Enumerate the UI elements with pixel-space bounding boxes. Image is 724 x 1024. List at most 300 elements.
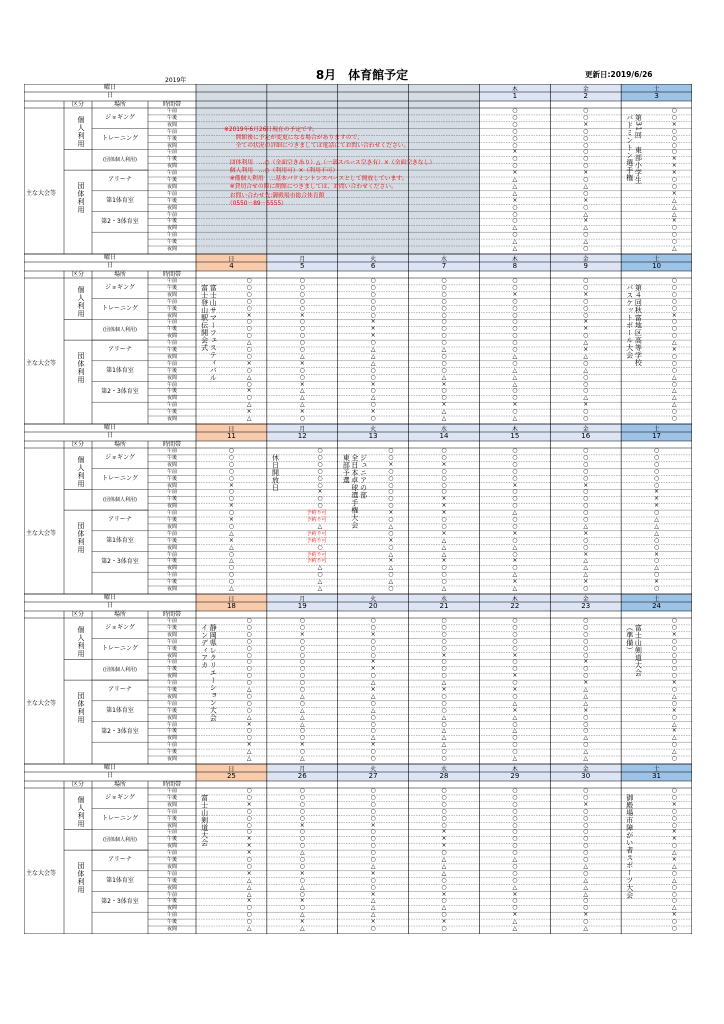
availability-cell[interactable]: ○ bbox=[441, 447, 447, 454]
availability-cell[interactable]: △ bbox=[299, 706, 305, 714]
availability-cell[interactable]: ○ bbox=[583, 155, 589, 163]
availability-cell[interactable]: × bbox=[388, 557, 394, 565]
availability-cell[interactable]: △ bbox=[671, 394, 677, 402]
availability-cell[interactable]: ○ bbox=[583, 373, 589, 381]
availability-cell[interactable]: △ bbox=[583, 862, 589, 870]
availability-cell[interactable]: ○ bbox=[370, 856, 376, 863]
availability-cell[interactable]: ○ bbox=[512, 842, 518, 850]
availability-cell[interactable]: △ bbox=[441, 741, 447, 749]
availability-cell[interactable]: ○ bbox=[512, 617, 518, 624]
availability-cell[interactable]: ○ bbox=[299, 283, 305, 291]
availability-cell[interactable]: ○ bbox=[370, 787, 376, 794]
availability-cell[interactable]: ○ bbox=[299, 665, 305, 673]
availability-cell[interactable]: × bbox=[512, 578, 518, 586]
availability-cell[interactable]: ○ bbox=[441, 807, 447, 815]
availability-cell[interactable]: ○ bbox=[512, 162, 518, 170]
availability-cell[interactable]: ○ bbox=[246, 290, 252, 298]
availability-cell[interactable]: ○ bbox=[299, 415, 305, 422]
availability-cell[interactable]: ○ bbox=[671, 713, 677, 721]
availability-cell[interactable]: ○ bbox=[583, 509, 589, 517]
availability-cell[interactable]: ○ bbox=[653, 447, 660, 454]
availability-cell[interactable]: ○ bbox=[671, 238, 677, 246]
availability-cell[interactable]: △ bbox=[583, 366, 589, 374]
availability-cell[interactable]: ○ bbox=[512, 387, 518, 395]
availability-cell[interactable]: × bbox=[583, 346, 589, 353]
availability-cell[interactable]: ○ bbox=[441, 387, 447, 395]
availability-cell[interactable]: △ bbox=[583, 692, 589, 700]
availability-cell[interactable]: ○ bbox=[246, 394, 252, 402]
availability-cell[interactable]: ○ bbox=[441, 297, 447, 305]
availability-cell[interactable]: △ bbox=[246, 415, 252, 422]
availability-cell[interactable]: × bbox=[299, 359, 305, 367]
availability-cell[interactable]: ○ bbox=[671, 686, 677, 693]
availability-cell[interactable]: △ bbox=[246, 713, 252, 721]
availability-cell[interactable]: ○ bbox=[370, 755, 376, 762]
availability-cell[interactable]: ○ bbox=[441, 290, 447, 298]
availability-cell[interactable]: ○ bbox=[583, 828, 589, 836]
availability-cell[interactable]: △ bbox=[671, 692, 677, 700]
availability-cell[interactable]: ○ bbox=[583, 176, 589, 183]
availability-cell[interactable]: ○ bbox=[512, 231, 518, 239]
availability-cell[interactable]: ○ bbox=[512, 869, 518, 877]
availability-cell[interactable]: ○ bbox=[671, 408, 677, 416]
availability-cell[interactable]: ○ bbox=[441, 481, 447, 489]
availability-cell[interactable]: ○ bbox=[441, 644, 447, 652]
availability-cell[interactable]: ○ bbox=[583, 842, 589, 850]
availability-cell[interactable]: × bbox=[370, 665, 376, 673]
availability-cell[interactable]: ○ bbox=[246, 332, 252, 340]
availability-cell[interactable]: ○ bbox=[370, 807, 376, 815]
availability-cell[interactable]: △ bbox=[388, 522, 394, 530]
availability-cell[interactable]: ○ bbox=[583, 107, 589, 114]
availability-cell[interactable]: ○ bbox=[512, 277, 518, 284]
availability-cell[interactable]: ○ bbox=[512, 394, 518, 402]
availability-cell[interactable]: ○ bbox=[441, 318, 447, 326]
availability-cell[interactable]: △ bbox=[583, 571, 589, 579]
availability-cell[interactable]: ○ bbox=[671, 182, 677, 190]
availability-cell[interactable]: △ bbox=[512, 182, 518, 190]
availability-cell[interactable]: △ bbox=[671, 373, 677, 381]
availability-cell[interactable]: △ bbox=[229, 585, 234, 592]
availability-cell[interactable]: ○ bbox=[512, 692, 518, 700]
availability-cell[interactable]: ○ bbox=[671, 107, 677, 114]
availability-cell[interactable]: △ bbox=[229, 529, 234, 537]
availability-cell[interactable]: × bbox=[671, 155, 677, 163]
availability-cell[interactable]: △ bbox=[246, 755, 252, 762]
availability-cell[interactable]: ○ bbox=[583, 453, 589, 461]
availability-cell[interactable]: × bbox=[228, 502, 234, 510]
availability-cell[interactable]: ○ bbox=[299, 679, 305, 687]
availability-cell[interactable]: ○ bbox=[441, 617, 447, 624]
availability-cell[interactable]: △ bbox=[671, 862, 677, 870]
availability-cell[interactable]: ○ bbox=[441, 699, 447, 707]
availability-cell[interactable]: ○ bbox=[370, 277, 376, 284]
availability-cell[interactable]: × bbox=[228, 536, 234, 544]
availability-cell[interactable]: ○ bbox=[512, 821, 518, 829]
availability-cell[interactable]: △ bbox=[671, 245, 677, 252]
availability-cell[interactable]: × bbox=[583, 550, 589, 558]
availability-cell[interactable]: ○ bbox=[370, 644, 376, 652]
availability-cell[interactable]: △ bbox=[583, 224, 589, 232]
availability-cell[interactable]: ○ bbox=[299, 617, 305, 624]
availability-cell[interactable]: ○ bbox=[246, 283, 252, 291]
availability-cell[interactable]: ○ bbox=[583, 502, 589, 510]
availability-cell[interactable]: ○ bbox=[370, 623, 376, 631]
availability-cell[interactable]: × bbox=[388, 509, 394, 517]
availability-cell[interactable]: △ bbox=[370, 394, 376, 402]
availability-cell[interactable]: × bbox=[441, 502, 447, 510]
availability-cell[interactable]: × bbox=[441, 529, 447, 537]
availability-cell[interactable]: △ bbox=[671, 196, 677, 204]
availability-cell[interactable]: ○ bbox=[441, 706, 447, 714]
availability-cell[interactable]: ○ bbox=[512, 283, 518, 291]
availability-cell[interactable]: ○ bbox=[583, 849, 589, 857]
availability-cell[interactable]: ○ bbox=[441, 720, 447, 728]
availability-cell[interactable]: ○ bbox=[441, 474, 447, 482]
availability-cell[interactable]: × bbox=[512, 557, 518, 565]
availability-cell[interactable]: △ bbox=[512, 415, 518, 422]
availability-cell[interactable]: △ bbox=[671, 387, 677, 395]
availability-cell[interactable]: ○ bbox=[512, 127, 518, 135]
availability-cell[interactable]: × bbox=[246, 897, 252, 905]
availability-cell[interactable]: ○ bbox=[512, 474, 518, 482]
availability-cell[interactable]: ○ bbox=[671, 617, 677, 624]
availability-cell[interactable]: ○ bbox=[441, 304, 447, 312]
availability-cell[interactable]: ○ bbox=[441, 339, 447, 347]
availability-cell[interactable]: ○ bbox=[246, 918, 252, 926]
availability-cell[interactable]: ○ bbox=[583, 713, 589, 721]
availability-cell[interactable]: ○ bbox=[653, 453, 660, 461]
availability-cell[interactable]: ○ bbox=[246, 277, 252, 284]
availability-cell[interactable]: ○ bbox=[299, 366, 305, 374]
availability-cell[interactable]: ○ bbox=[299, 651, 305, 659]
availability-cell[interactable]: × bbox=[370, 380, 376, 388]
availability-cell[interactable]: ○ bbox=[246, 787, 252, 794]
availability-cell[interactable]: ○ bbox=[246, 727, 252, 735]
availability-cell[interactable]: × bbox=[388, 536, 394, 544]
availability-cell[interactable]: ○ bbox=[512, 113, 518, 121]
availability-cell[interactable]: ○ bbox=[512, 564, 518, 572]
availability-cell[interactable]: ○ bbox=[653, 460, 660, 468]
availability-cell[interactable]: × bbox=[654, 578, 660, 586]
availability-cell[interactable]: × bbox=[671, 346, 677, 353]
availability-cell[interactable]: × bbox=[654, 502, 660, 510]
availability-cell[interactable]: ○ bbox=[246, 623, 252, 631]
availability-cell[interactable]: ○ bbox=[370, 748, 376, 756]
availability-cell[interactable]: ○ bbox=[299, 339, 305, 347]
availability-cell[interactable]: ○ bbox=[370, 373, 376, 381]
availability-cell[interactable]: △ bbox=[512, 380, 518, 388]
availability-cell[interactable]: △ bbox=[246, 373, 252, 381]
availability-cell[interactable]: × bbox=[388, 460, 394, 468]
availability-cell[interactable]: △ bbox=[246, 339, 252, 347]
availability-cell[interactable]: ○ bbox=[583, 148, 589, 156]
availability-cell[interactable]: ○ bbox=[441, 516, 447, 523]
availability-cell[interactable]: ○ bbox=[246, 651, 252, 659]
availability-cell[interactable]: 予約不可 bbox=[306, 551, 327, 558]
availability-cell[interactable]: ○ bbox=[441, 564, 447, 572]
availability-cell[interactable]: △ bbox=[441, 415, 447, 422]
availability-cell[interactable]: ○ bbox=[512, 141, 518, 149]
availability-cell[interactable]: ○ bbox=[441, 748, 447, 756]
availability-cell[interactable]: △ bbox=[441, 904, 447, 912]
availability-cell[interactable]: ○ bbox=[388, 467, 394, 475]
availability-cell[interactable]: ○ bbox=[246, 380, 252, 388]
availability-cell[interactable]: △ bbox=[441, 536, 447, 544]
availability-cell[interactable]: △ bbox=[671, 849, 677, 857]
availability-cell[interactable]: △ bbox=[512, 176, 518, 183]
availability-cell[interactable]: ○ bbox=[299, 373, 305, 381]
availability-cell[interactable]: △ bbox=[512, 509, 518, 517]
availability-cell[interactable]: △ bbox=[512, 856, 518, 863]
availability-cell[interactable]: × bbox=[512, 890, 518, 898]
availability-cell[interactable]: △ bbox=[512, 543, 518, 551]
availability-cell[interactable]: × bbox=[370, 318, 376, 326]
availability-cell[interactable]: ○ bbox=[246, 679, 252, 687]
availability-cell[interactable]: △ bbox=[441, 679, 447, 687]
availability-cell[interactable]: ○ bbox=[246, 706, 252, 714]
availability-cell[interactable]: ○ bbox=[583, 332, 589, 340]
availability-cell[interactable]: ○ bbox=[653, 509, 660, 517]
availability-cell[interactable]: × bbox=[370, 890, 376, 898]
availability-cell[interactable]: ○ bbox=[370, 339, 376, 347]
availability-cell[interactable]: ○ bbox=[583, 162, 589, 170]
availability-cell[interactable]: ○ bbox=[441, 814, 447, 822]
availability-cell[interactable]: ○ bbox=[246, 828, 252, 836]
availability-cell[interactable]: ○ bbox=[671, 755, 677, 762]
availability-cell[interactable]: ○ bbox=[388, 474, 394, 482]
availability-cell[interactable]: ○ bbox=[671, 290, 677, 298]
availability-cell[interactable]: ○ bbox=[317, 467, 323, 475]
availability-cell[interactable]: ○ bbox=[671, 665, 677, 673]
availability-cell[interactable]: ○ bbox=[441, 522, 447, 530]
availability-cell[interactable]: ○ bbox=[671, 869, 677, 877]
availability-cell[interactable]: ○ bbox=[671, 318, 677, 326]
availability-cell[interactable]: △ bbox=[246, 401, 252, 409]
availability-cell[interactable]: × bbox=[671, 120, 677, 128]
availability-cell[interactable]: × bbox=[654, 488, 660, 496]
availability-cell[interactable]: ○ bbox=[317, 502, 323, 510]
availability-cell[interactable]: ○ bbox=[671, 141, 677, 149]
availability-cell[interactable]: △ bbox=[583, 339, 589, 347]
availability-cell[interactable]: ○ bbox=[370, 925, 376, 932]
availability-cell[interactable]: ○ bbox=[228, 522, 235, 530]
availability-cell[interactable]: ○ bbox=[653, 543, 660, 551]
availability-cell[interactable]: ○ bbox=[441, 672, 447, 680]
availability-cell[interactable]: × bbox=[370, 325, 376, 333]
availability-cell[interactable]: △ bbox=[671, 734, 677, 742]
availability-cell[interactable]: ○ bbox=[246, 672, 252, 680]
availability-cell[interactable]: ○ bbox=[246, 366, 252, 374]
availability-cell[interactable]: ○ bbox=[512, 862, 518, 870]
availability-cell[interactable]: ○ bbox=[299, 787, 305, 794]
availability-cell[interactable]: ○ bbox=[671, 890, 677, 898]
availability-cell[interactable]: × bbox=[512, 290, 518, 298]
availability-cell[interactable]: × bbox=[441, 380, 447, 388]
availability-cell[interactable]: △ bbox=[654, 564, 659, 572]
availability-cell[interactable]: ○ bbox=[441, 665, 447, 673]
availability-cell[interactable]: △ bbox=[370, 911, 376, 919]
availability-cell[interactable]: △ bbox=[388, 564, 394, 572]
availability-cell[interactable]: ○ bbox=[512, 748, 518, 756]
availability-cell[interactable]: × bbox=[299, 311, 305, 319]
availability-cell[interactable]: ○ bbox=[370, 713, 376, 721]
availability-cell[interactable]: △ bbox=[512, 755, 518, 762]
availability-cell[interactable]: × bbox=[299, 897, 305, 905]
availability-cell[interactable]: × bbox=[246, 849, 252, 857]
availability-cell[interactable]: △ bbox=[583, 210, 589, 218]
availability-cell[interactable]: ○ bbox=[246, 665, 252, 673]
availability-cell[interactable]: △ bbox=[441, 713, 447, 721]
availability-cell[interactable]: △ bbox=[671, 203, 677, 211]
availability-cell[interactable]: ○ bbox=[671, 821, 677, 829]
availability-cell[interactable]: △ bbox=[370, 346, 376, 353]
availability-cell[interactable]: ○ bbox=[512, 800, 518, 808]
availability-cell[interactable]: ○ bbox=[317, 474, 323, 482]
availability-cell[interactable]: ○ bbox=[299, 835, 305, 843]
availability-cell[interactable]: △ bbox=[246, 876, 252, 884]
availability-cell[interactable]: ○ bbox=[512, 807, 518, 815]
availability-cell[interactable]: ○ bbox=[370, 672, 376, 680]
availability-cell[interactable]: △ bbox=[512, 352, 518, 360]
availability-cell[interactable]: ○ bbox=[512, 741, 518, 749]
availability-cell[interactable]: × bbox=[317, 488, 323, 496]
availability-cell[interactable]: ○ bbox=[512, 134, 518, 142]
availability-cell[interactable]: ○ bbox=[299, 856, 305, 863]
availability-cell[interactable]: × bbox=[583, 318, 589, 326]
availability-cell[interactable]: △ bbox=[299, 401, 305, 409]
availability-cell[interactable]: × bbox=[246, 835, 252, 843]
availability-cell[interactable]: △ bbox=[671, 876, 677, 884]
availability-cell[interactable]: △ bbox=[441, 408, 447, 416]
availability-cell[interactable]: ○ bbox=[370, 699, 376, 707]
availability-cell[interactable]: ○ bbox=[653, 474, 660, 482]
availability-cell[interactable]: ○ bbox=[671, 637, 677, 645]
availability-cell[interactable]: △ bbox=[583, 748, 589, 756]
availability-cell[interactable]: ○ bbox=[671, 925, 677, 932]
availability-cell[interactable]: × bbox=[671, 856, 677, 863]
availability-cell[interactable]: △ bbox=[671, 339, 677, 347]
availability-cell[interactable]: ○ bbox=[441, 883, 447, 891]
availability-cell[interactable]: ○ bbox=[583, 283, 589, 291]
availability-cell[interactable]: ○ bbox=[388, 502, 394, 510]
availability-cell[interactable]: ○ bbox=[388, 571, 394, 579]
availability-cell[interactable]: ○ bbox=[671, 366, 677, 374]
availability-cell[interactable]: × bbox=[671, 162, 677, 170]
availability-cell[interactable]: ○ bbox=[512, 346, 518, 353]
availability-cell[interactable]: ○ bbox=[246, 346, 252, 353]
availability-cell[interactable]: ○ bbox=[441, 277, 447, 284]
availability-cell[interactable]: × bbox=[370, 408, 376, 416]
availability-cell[interactable]: △ bbox=[441, 373, 447, 381]
availability-cell[interactable]: ○ bbox=[512, 495, 518, 503]
availability-cell[interactable]: ○ bbox=[671, 359, 677, 367]
availability-cell[interactable]: ○ bbox=[583, 447, 589, 454]
availability-cell[interactable]: △ bbox=[583, 883, 589, 891]
availability-cell[interactable]: ○ bbox=[317, 447, 323, 454]
availability-cell[interactable]: △ bbox=[370, 359, 376, 367]
availability-cell[interactable]: ○ bbox=[583, 387, 589, 395]
availability-cell[interactable]: ○ bbox=[370, 387, 376, 395]
availability-cell[interactable]: × bbox=[671, 679, 677, 687]
availability-cell[interactable]: × bbox=[512, 529, 518, 537]
availability-cell[interactable]: ○ bbox=[299, 644, 305, 652]
availability-cell[interactable]: ○ bbox=[441, 897, 447, 905]
availability-cell[interactable]: ○ bbox=[583, 720, 589, 728]
availability-cell[interactable]: ○ bbox=[299, 637, 305, 645]
availability-cell[interactable]: ○ bbox=[583, 127, 589, 135]
availability-cell[interactable]: △ bbox=[512, 585, 518, 592]
availability-cell[interactable]: △ bbox=[583, 699, 589, 707]
availability-cell[interactable]: × bbox=[246, 311, 252, 319]
availability-cell[interactable]: ○ bbox=[228, 578, 235, 586]
availability-cell[interactable]: ○ bbox=[441, 311, 447, 319]
availability-cell[interactable]: △ bbox=[370, 862, 376, 870]
availability-cell[interactable]: ○ bbox=[441, 394, 447, 402]
availability-cell[interactable]: × bbox=[246, 359, 252, 367]
availability-cell[interactable]: ○ bbox=[370, 311, 376, 319]
availability-cell[interactable]: △ bbox=[583, 557, 589, 565]
availability-cell[interactable]: × bbox=[671, 727, 677, 735]
availability-cell[interactable]: ○ bbox=[299, 332, 305, 340]
availability-cell[interactable]: △ bbox=[512, 918, 518, 926]
availability-cell[interactable]: × bbox=[299, 821, 305, 829]
availability-cell[interactable]: ○ bbox=[317, 481, 323, 489]
availability-cell[interactable]: △ bbox=[671, 401, 677, 409]
availability-cell[interactable]: × bbox=[228, 481, 234, 489]
availability-cell[interactable]: △ bbox=[299, 925, 305, 932]
availability-cell[interactable]: ○ bbox=[512, 311, 518, 319]
availability-cell[interactable]: ○ bbox=[671, 787, 677, 794]
availability-cell[interactable]: × bbox=[671, 706, 677, 714]
availability-cell[interactable]: × bbox=[441, 918, 447, 926]
availability-cell[interactable]: ○ bbox=[512, 516, 518, 523]
availability-cell[interactable]: ○ bbox=[583, 141, 589, 149]
availability-cell[interactable]: × bbox=[299, 380, 305, 388]
availability-cell[interactable]: ○ bbox=[370, 849, 376, 857]
availability-cell[interactable]: ○ bbox=[246, 821, 252, 829]
availability-cell[interactable]: ○ bbox=[671, 651, 677, 659]
availability-cell[interactable]: ○ bbox=[370, 720, 376, 728]
availability-cell[interactable]: ○ bbox=[388, 543, 394, 551]
availability-cell[interactable]: ○ bbox=[246, 807, 252, 815]
availability-cell[interactable]: △ bbox=[370, 734, 376, 742]
availability-cell[interactable]: ○ bbox=[441, 793, 447, 801]
availability-cell[interactable]: ○ bbox=[583, 516, 589, 523]
availability-cell[interactable]: ○ bbox=[512, 502, 518, 510]
availability-cell[interactable]: ○ bbox=[653, 467, 660, 475]
availability-cell[interactable]: ○ bbox=[299, 890, 305, 898]
availability-cell[interactable]: △ bbox=[299, 720, 305, 728]
availability-cell[interactable]: △ bbox=[229, 543, 234, 551]
availability-cell[interactable]: ○ bbox=[246, 904, 252, 912]
availability-cell[interactable]: ○ bbox=[512, 203, 518, 211]
availability-cell[interactable]: △ bbox=[299, 713, 305, 721]
availability-cell[interactable]: ○ bbox=[299, 318, 305, 326]
availability-cell[interactable]: ○ bbox=[512, 522, 518, 530]
availability-cell[interactable]: ○ bbox=[671, 304, 677, 312]
availability-cell[interactable]: △ bbox=[671, 720, 677, 728]
availability-cell[interactable]: △ bbox=[512, 245, 518, 252]
availability-cell[interactable]: ○ bbox=[512, 408, 518, 416]
availability-cell[interactable]: △ bbox=[512, 713, 518, 721]
availability-cell[interactable]: ○ bbox=[653, 481, 660, 489]
availability-cell[interactable]: ○ bbox=[512, 849, 518, 857]
availability-cell[interactable]: ○ bbox=[441, 658, 447, 666]
availability-cell[interactable]: ○ bbox=[583, 787, 589, 794]
availability-cell[interactable]: ○ bbox=[671, 134, 677, 142]
availability-cell[interactable]: ○ bbox=[441, 630, 447, 638]
